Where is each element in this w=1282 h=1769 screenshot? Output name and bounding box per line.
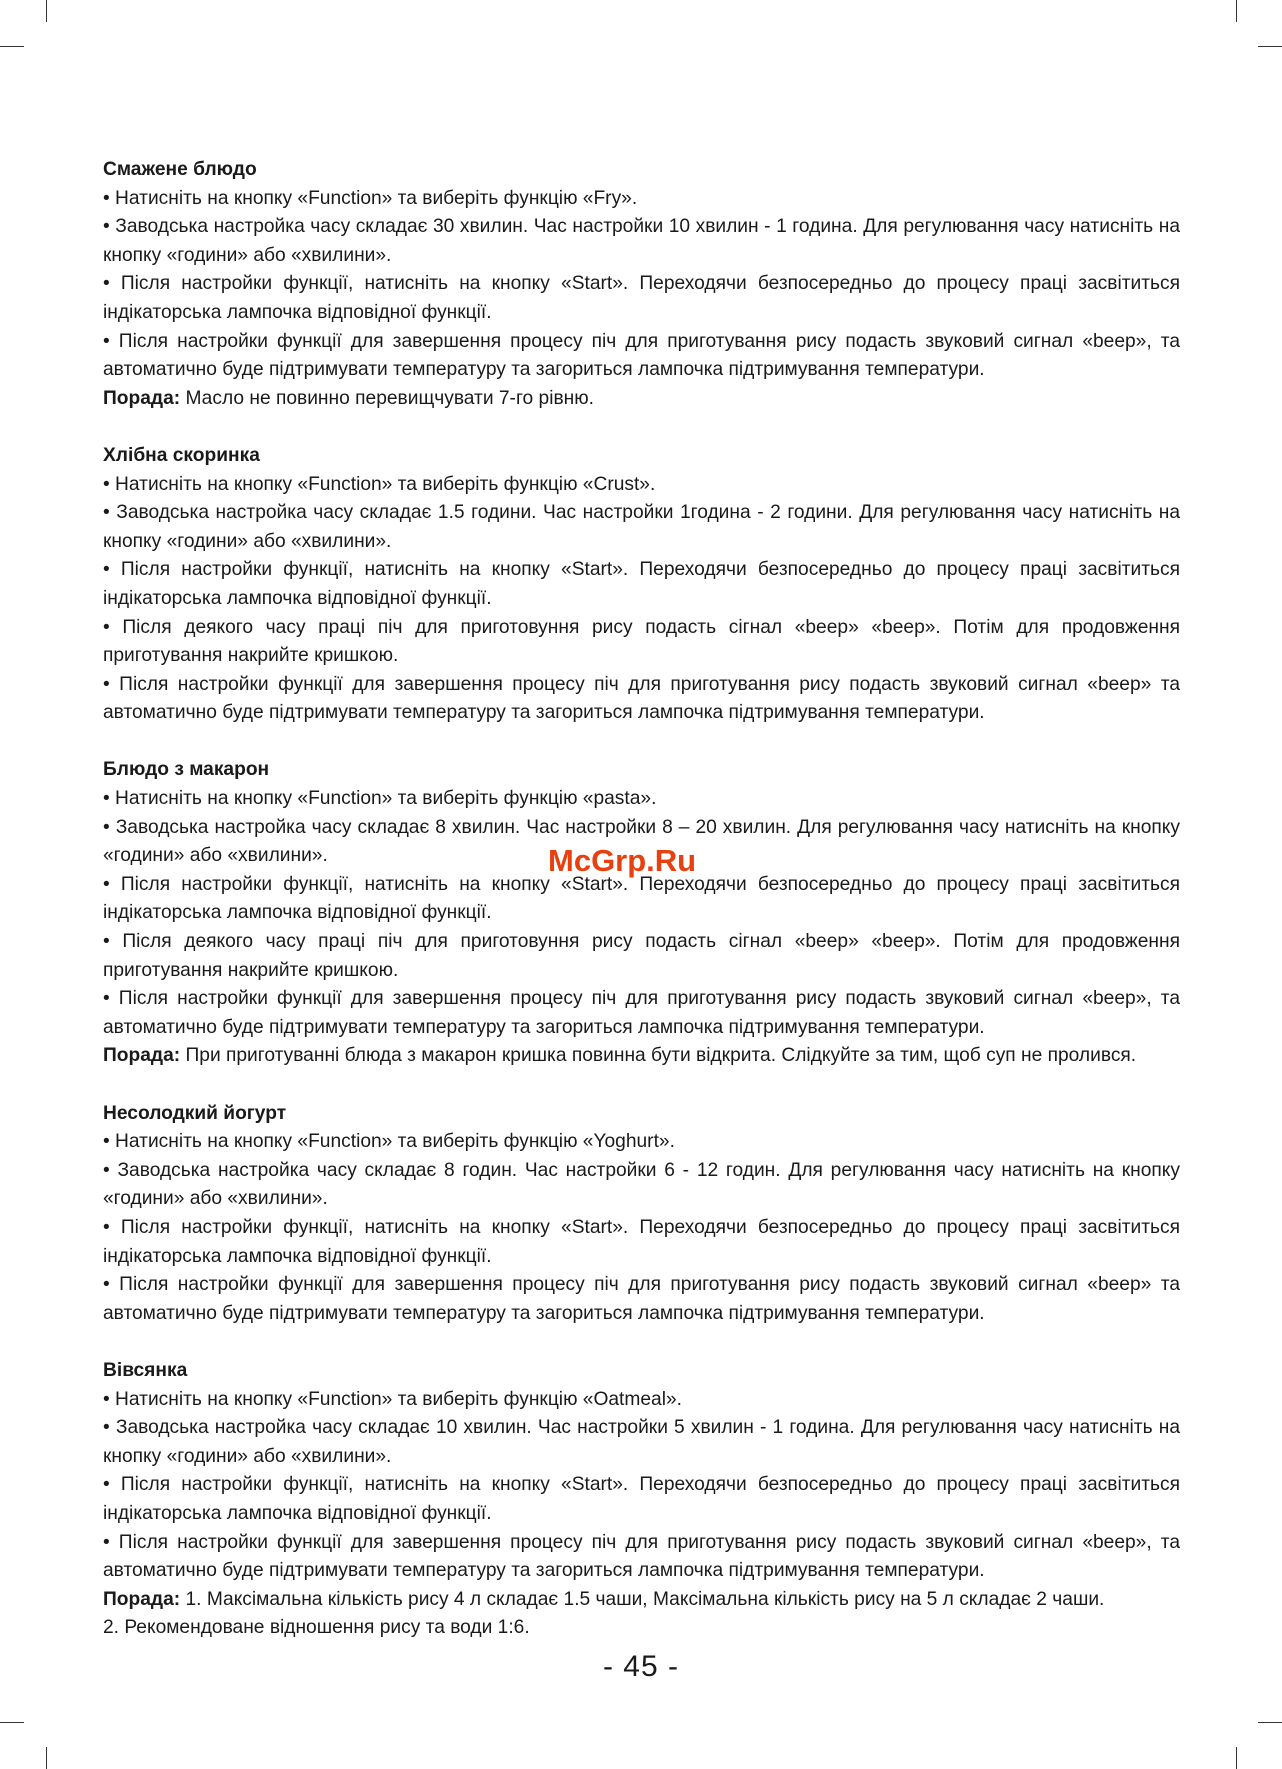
tip-text: При приготуванні блюда з макарон кришка повинна бути відкрита. Слідкуйте за тим, щоб суп не пролився. (180, 1045, 1137, 1067)
section-bread-crust (103, 442, 1180, 728)
paragraph: • Після настройки функції, натисніть на кнопку «Start». Переходячи безпосередньо до процесу праці засвітиться індікаторська лампочка відповідної функції. (103, 873, 1180, 924)
tip-label: Порада: (103, 1588, 181, 1610)
document-body (103, 156, 1180, 1671)
tip-text: Масло не повинно перевищчувати 7-го рівню. (180, 387, 594, 409)
crop-mark-bottom-left (46, 1747, 47, 1769)
paragraph: • Натисніть на кнопку «Function» та виберіть функцію «Oatmeal». (103, 1388, 682, 1410)
section-oatmeal (103, 1357, 1180, 1643)
section-title: Хлібна скоринка (103, 444, 260, 466)
section-title: Вівсянка (103, 1359, 188, 1381)
section-fried-dish (103, 156, 1180, 413)
paragraph: • Після настройки функції для завершення процесу піч для приготування рису подасть звуковий сигнал «beep» та автоматично буде підтримувати температуру та загориться лампочка підтримування температури. (103, 673, 1180, 724)
paragraph: • Натисніть на кнопку «Function» та виберіть функцію «pasta». (103, 788, 657, 810)
paragraph: • Натисніть на кнопку «Function» та виберіть функцію «Yoghurt». (103, 1131, 675, 1153)
crop-mark-bottom-right (1236, 1747, 1237, 1769)
paragraph: • Після настройки функції, натисніть на кнопку «Start». Переходячи безпосередньо до процесу праці засвітиться індікаторська лампочка відповідної функції. (103, 273, 1180, 323)
tip-paragraph (103, 385, 1180, 414)
crop-mark-left-bottom (0, 1722, 24, 1723)
crop-mark-top-right (1236, 0, 1237, 22)
section-title: Смажене блюдо (103, 159, 257, 180)
paragraph: • Після настройки функції, натисніть на кнопку «Start». Переходячи безпосередньо до процесу праці засвітиться індікаторська лампочка відповідної функції. (103, 559, 1180, 609)
paragraph: • Натисніть на кнопку «Function» та виберіть функцію «Crust». (103, 473, 656, 495)
crop-mark-left-top (0, 46, 24, 47)
crop-mark-top-left (46, 0, 47, 22)
paragraph: • Після деякого часу праці піч для приготовуння рису подасть сігнал «beep» «beep». Потім для продовження приготування накрийте кришкою. (103, 931, 1180, 981)
tip-extra: 2. Рекомендоване відношення рису та води 1:6. (103, 1617, 530, 1639)
paragraph: • Після настройки функції, натисніть на кнопку «Start». Переходячи безпосередньо до процесу праці засвітиться індікаторська лампочка відповідної функції. (103, 1216, 1180, 1267)
paragraph: • Заводська настройка часу складає 1.5 години. Час настройки 1година - 2 години. Для регулювання часу натисніть на кнопку «години» або «хвилини». (103, 502, 1180, 552)
watermark: McGrp.Ru (548, 843, 697, 878)
paragraph: • Натисніть на кнопку «Function» та виберіть функцію «Fry». (103, 187, 638, 209)
paragraph: • Після настройки функції для завершення процесу піч для приготування рису подасть звуковий сигнал «beep», та автоматично буде підтримувати температуру та загориться лампочка підтримування температури. (103, 988, 1180, 1038)
paragraph: • Після настройки функції для завершення процесу піч для приготування рису подасть звуковий сигнал «beep» та автоматично буде підтримувати температуру та загориться лампочка підтримування температури. (103, 1274, 1180, 1324)
paragraph: • Після настройки функції для завершення процесу піч для приготування рису подасть звуковий сигнал «beep», та автоматично буде підтримувати температуру та загориться лампочка підтримування температури. (103, 330, 1180, 381)
tip-paragraph (103, 1586, 1180, 1615)
paragraph: • Заводська настройка часу складає 10 хвилин. Час настройки 5 хвилин - 1 година. Для регулювання часу натисніть на кнопку «години» або «хвилини». (103, 1417, 1180, 1467)
paragraph: • Заводська настройка часу складає 8 годин. Час настройки 6 - 12 годин. Для регулювання часу натисніть на кнопку «години» або «хвилини». (103, 1159, 1180, 1210)
section-unsweetened-yoghurt (103, 1100, 1180, 1329)
crop-mark-right-bottom (1258, 1722, 1282, 1723)
tip-label: Порада: (103, 1045, 181, 1067)
section-title: Блюдо з макарон (103, 759, 270, 781)
crop-mark-right-top (1258, 46, 1282, 47)
section-pasta-dish (103, 756, 1180, 1071)
paragraph: • Після настройки функції, натисніть на кнопку «Start». Переходячи безпосередньо до процесу праці засвітиться індікаторська лампочка відповідної функції. (103, 1474, 1180, 1524)
paragraph: • Після настройки функції для завершення процесу піч для приготування рису подасть звуковий сигнал «beep», та автоматично буде підтримувати температуру та загориться лампочка підтримування температури. (103, 1531, 1180, 1582)
section-title: Несолодкий йогурт (103, 1102, 287, 1124)
tip-label: Порада: (103, 387, 181, 409)
paragraph: • Заводська настройка часу складає 30 хвилин. Час настройки 10 хвилин - 1 година. Для регулювання часу натисніть на кнопку «години» або «хвилини». (103, 216, 1180, 266)
tip-text: 1. Максімальна кількість рису 4 л складає 1.5 чаши, Максімальна кількість рису на 5 л складає 2 чаши. (180, 1588, 1105, 1610)
paragraph: • Після деякого часу праці піч для приготовуння рису подасть сігнал «beep» «beep». Потім для продовження приготування накрийте кришкою. (103, 616, 1180, 667)
page-number: - 45 - (602, 1650, 680, 1683)
paragraph: • Заводська настройка часу складає 8 хвилин. Час настройки 8 – 20 хвилин. Для регулювання часу натисніть на кнопку «години» або «хвилини». (103, 816, 1180, 867)
tip-paragraph (103, 1042, 1180, 1071)
